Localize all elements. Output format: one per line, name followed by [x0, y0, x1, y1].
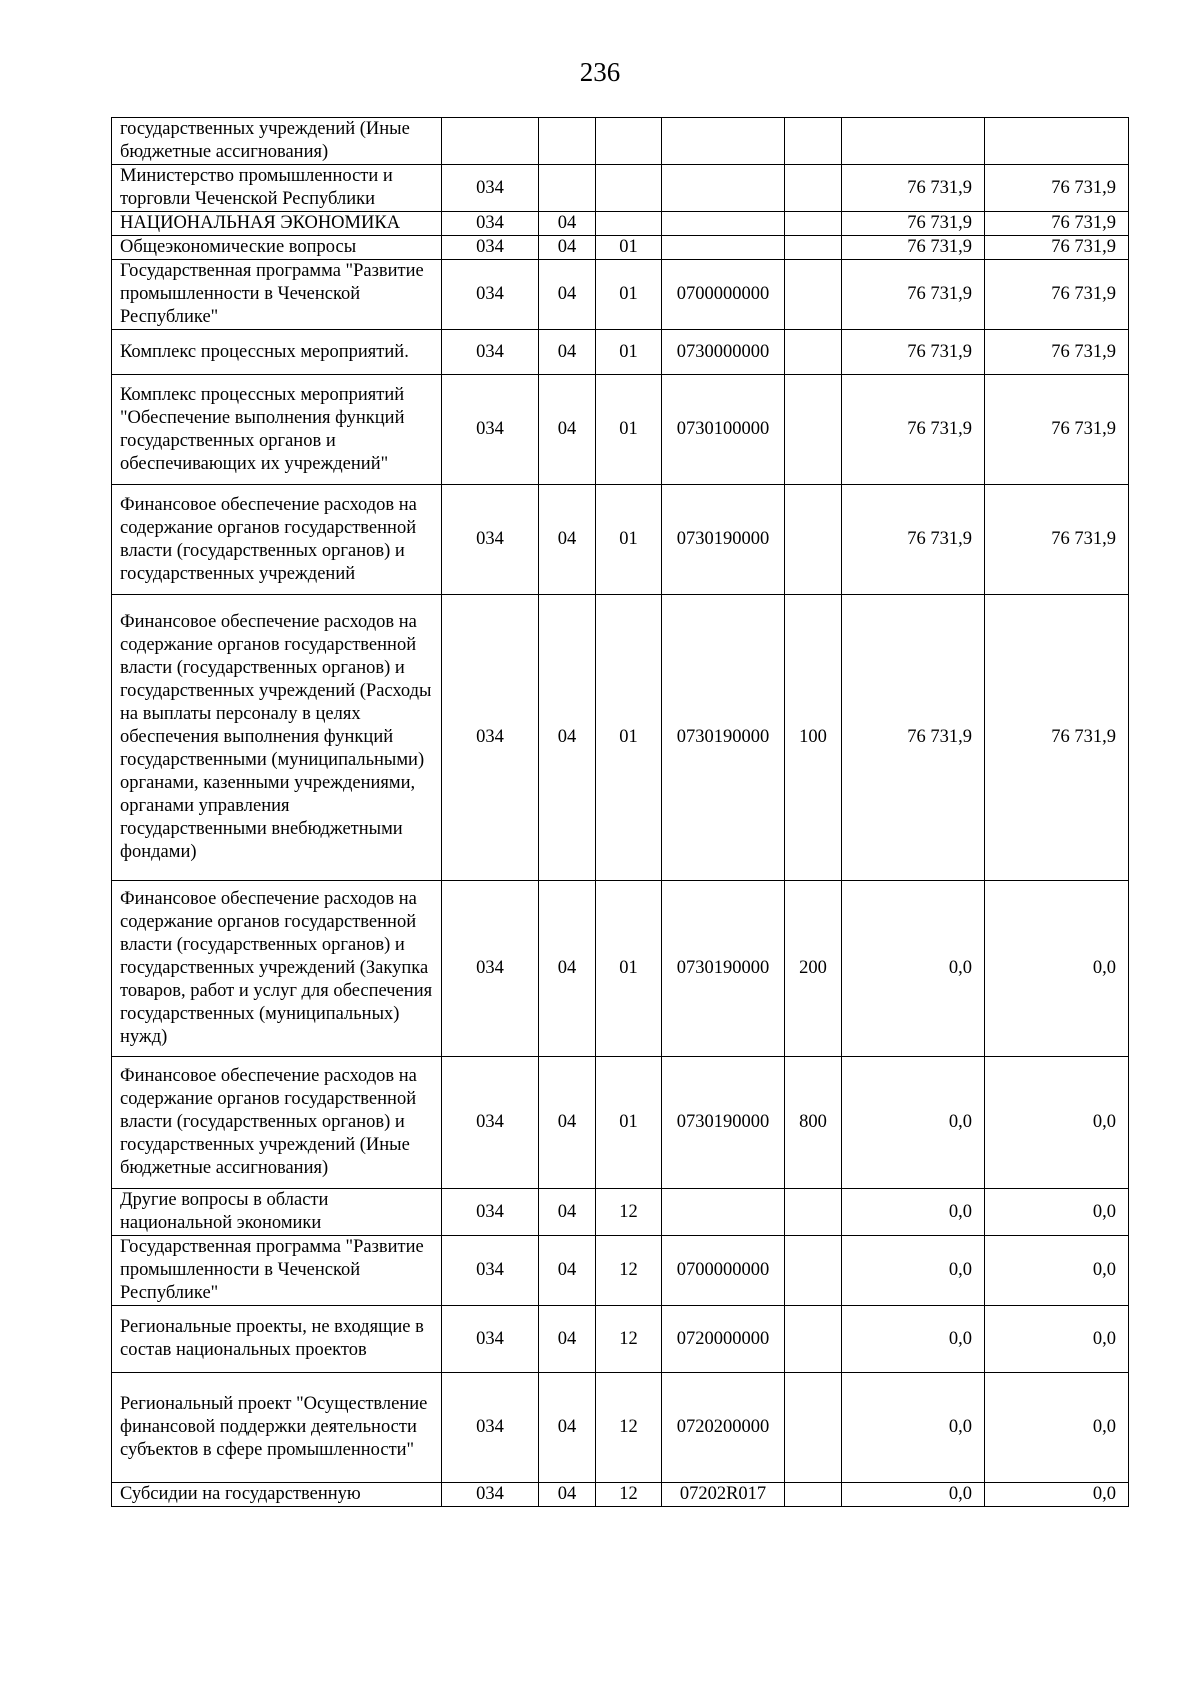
- cell-sum-2: 76 731,9: [985, 260, 1129, 330]
- cell-rz: 04: [539, 236, 596, 260]
- cell-vr: 800: [785, 1057, 842, 1189]
- cell-sum-1: 76 731,9: [842, 236, 985, 260]
- cell-rz: 04: [539, 1189, 596, 1236]
- cell-ved: 034: [442, 485, 539, 595]
- page-number: 236: [579, 57, 621, 87]
- cell-ved: 034: [442, 1236, 539, 1306]
- cell-rz: 04: [539, 1236, 596, 1306]
- table-body: [112, 118, 1129, 1507]
- cell-name: Другие вопросы в области национальной экономики: [112, 1189, 442, 1236]
- cell-sum-2: 76 731,9: [985, 375, 1129, 485]
- cell-ved: 034: [442, 1057, 539, 1189]
- cell-rz: 04: [539, 1057, 596, 1189]
- cell-name: Региональный проект "Осуществление финансовой поддержки деятельности субъектов в сфере промышленности": [112, 1373, 442, 1483]
- cell-sum-1: [842, 118, 985, 165]
- cell-rz: [539, 165, 596, 212]
- cell-sum-2: 0,0: [985, 1483, 1129, 1507]
- cell-csr: 0720200000: [662, 1373, 785, 1483]
- cell-csr: [662, 118, 785, 165]
- cell-vr: [785, 1483, 842, 1507]
- cell-sum-1: 76 731,9: [842, 375, 985, 485]
- cell-pr: 01: [596, 1057, 662, 1189]
- cell-pr: 01: [596, 260, 662, 330]
- cell-csr: 0720000000: [662, 1306, 785, 1373]
- cell-ved: [442, 118, 539, 165]
- cell-vr: 200: [785, 881, 842, 1057]
- cell-sum-1: 0,0: [842, 1373, 985, 1483]
- cell-rz: [539, 118, 596, 165]
- cell-ved: 034: [442, 881, 539, 1057]
- cell-pr: 12: [596, 1236, 662, 1306]
- cell-ved: 034: [442, 236, 539, 260]
- cell-rz: 04: [539, 375, 596, 485]
- cell-pr: 01: [596, 375, 662, 485]
- cell-rz: 04: [539, 595, 596, 881]
- table-row: [112, 1306, 1129, 1373]
- cell-name: Государственная программа "Развитие промышленности в Чеченской Республике": [112, 260, 442, 330]
- cell-rz: 04: [539, 1483, 596, 1507]
- cell-csr: [662, 212, 785, 236]
- cell-name: Комплекс процессных мероприятий.: [112, 330, 442, 375]
- cell-csr: 0730190000: [662, 1057, 785, 1189]
- budget-table: [111, 117, 1129, 1507]
- cell-sum-2: 0,0: [985, 1373, 1129, 1483]
- cell-ved: 034: [442, 330, 539, 375]
- cell-name: Финансовое обеспечение расходов на содержание органов государственной власти (государственных органов) и государственных учреждений: [112, 485, 442, 595]
- table-row: [112, 375, 1129, 485]
- cell-sum-1: 76 731,9: [842, 212, 985, 236]
- cell-sum-1: 0,0: [842, 1057, 985, 1189]
- cell-csr: 0730100000: [662, 375, 785, 485]
- cell-pr: 12: [596, 1373, 662, 1483]
- cell-ved: 034: [442, 1189, 539, 1236]
- cell-vr: [785, 330, 842, 375]
- cell-vr: [785, 212, 842, 236]
- cell-csr: [662, 165, 785, 212]
- cell-sum-2: 76 731,9: [985, 485, 1129, 595]
- cell-sum-2: 76 731,9: [985, 165, 1129, 212]
- cell-pr: 01: [596, 595, 662, 881]
- table-row: [112, 236, 1129, 260]
- cell-csr: 0730000000: [662, 330, 785, 375]
- cell-csr: 0730190000: [662, 881, 785, 1057]
- cell-pr: [596, 118, 662, 165]
- cell-sum-1: 76 731,9: [842, 165, 985, 212]
- cell-rz: 04: [539, 330, 596, 375]
- cell-name: Региональные проекты, не входящие в состав национальных проектов: [112, 1306, 442, 1373]
- cell-rz: 04: [539, 212, 596, 236]
- table-row: [112, 1483, 1129, 1507]
- cell-pr: 12: [596, 1306, 662, 1373]
- cell-csr: 0730190000: [662, 485, 785, 595]
- cell-sum-1: 0,0: [842, 1306, 985, 1373]
- cell-name: Субсидии на государственную: [112, 1483, 442, 1507]
- table-row: [112, 881, 1129, 1057]
- cell-sum-1: 0,0: [842, 1236, 985, 1306]
- cell-pr: [596, 212, 662, 236]
- cell-sum-1: 0,0: [842, 1483, 985, 1507]
- table-row: [112, 212, 1129, 236]
- cell-sum-1: 76 731,9: [842, 595, 985, 881]
- cell-rz: 04: [539, 1306, 596, 1373]
- table-row: [112, 260, 1129, 330]
- cell-sum-1: 0,0: [842, 881, 985, 1057]
- table-row: [112, 165, 1129, 212]
- table-row: [112, 1189, 1129, 1236]
- cell-rz: 04: [539, 881, 596, 1057]
- table-row: [112, 118, 1129, 165]
- cell-name: НАЦИОНАЛЬНАЯ ЭКОНОМИКА: [112, 212, 442, 236]
- cell-sum-2: 76 731,9: [985, 330, 1129, 375]
- cell-vr: [785, 260, 842, 330]
- cell-sum-2: [985, 118, 1129, 165]
- cell-pr: 12: [596, 1483, 662, 1507]
- cell-vr: [785, 1189, 842, 1236]
- cell-name: Министерство промышленности и торговли Чеченской Республики: [112, 165, 442, 212]
- cell-csr: [662, 1189, 785, 1236]
- cell-sum-2: 0,0: [985, 881, 1129, 1057]
- cell-sum-2: 76 731,9: [985, 595, 1129, 881]
- cell-name: государственных учреждений (Иные бюджетные ассигнования): [112, 118, 442, 165]
- cell-csr: [662, 236, 785, 260]
- cell-sum-2: 0,0: [985, 1057, 1129, 1189]
- cell-sum-1: 76 731,9: [842, 485, 985, 595]
- cell-sum-2: 0,0: [985, 1236, 1129, 1306]
- cell-vr: [785, 236, 842, 260]
- table-row: [112, 1236, 1129, 1306]
- cell-vr: [785, 1306, 842, 1373]
- cell-pr: 01: [596, 330, 662, 375]
- cell-sum-1: 0,0: [842, 1189, 985, 1236]
- cell-rz: 04: [539, 485, 596, 595]
- cell-vr: 100: [785, 595, 842, 881]
- table-row: [112, 485, 1129, 595]
- cell-pr: 12: [596, 1189, 662, 1236]
- cell-rz: 04: [539, 1373, 596, 1483]
- cell-vr: [785, 118, 842, 165]
- cell-rz: 04: [539, 260, 596, 330]
- cell-sum-2: 76 731,9: [985, 212, 1129, 236]
- table-row: [112, 1057, 1129, 1189]
- cell-csr: 07202R017: [662, 1483, 785, 1507]
- table-row: [112, 1373, 1129, 1483]
- cell-vr: [785, 485, 842, 595]
- cell-name: Государственная программа "Развитие промышленности в Чеченской Республике": [112, 1236, 442, 1306]
- cell-vr: [785, 165, 842, 212]
- cell-vr: [785, 1236, 842, 1306]
- cell-ved: 034: [442, 595, 539, 881]
- cell-ved: 034: [442, 260, 539, 330]
- cell-pr: 01: [596, 485, 662, 595]
- cell-pr: 01: [596, 236, 662, 260]
- cell-name: Финансовое обеспечение расходов на содержание органов государственной власти (государственных органов) и государственных учреждений (Закупка товаров, работ и услуг для обеспечения государственных (муниципальных) нужд): [112, 881, 442, 1057]
- cell-sum-2: 0,0: [985, 1189, 1129, 1236]
- cell-csr: 0700000000: [662, 1236, 785, 1306]
- cell-sum-1: 76 731,9: [842, 260, 985, 330]
- cell-ved: 034: [442, 212, 539, 236]
- cell-ved: 034: [442, 375, 539, 485]
- cell-ved: 034: [442, 165, 539, 212]
- cell-name: Общеэкономические вопросы: [112, 236, 442, 260]
- table-row: [112, 330, 1129, 375]
- cell-ved: 034: [442, 1306, 539, 1373]
- cell-name: Комплекс процессных мероприятий "Обеспечение выполнения функций государственных органов и обеспечивающих их учреждений": [112, 375, 442, 485]
- cell-vr: [785, 1373, 842, 1483]
- cell-pr: 01: [596, 881, 662, 1057]
- cell-name: Финансовое обеспечение расходов на содержание органов государственной власти (государственных органов) и государственных учреждений (Иные бюджетные ассигнования): [112, 1057, 442, 1189]
- cell-csr: 0730190000: [662, 595, 785, 881]
- cell-sum-2: 0,0: [985, 1306, 1129, 1373]
- cell-pr: [596, 165, 662, 212]
- cell-sum-1: 76 731,9: [842, 330, 985, 375]
- cell-vr: [785, 375, 842, 485]
- cell-name: Финансовое обеспечение расходов на содержание органов государственной власти (государственных органов) и государственных учреждений (Расходы на выплаты персоналу в целях обеспечения выполнения функций государственными (муниципальными) органами, казенными учреждениями, органами управления государственными внебюджетными фондами): [112, 595, 442, 881]
- cell-csr: 0700000000: [662, 260, 785, 330]
- cell-ved: 034: [442, 1483, 539, 1507]
- cell-ved: 034: [442, 1373, 539, 1483]
- cell-sum-2: 76 731,9: [985, 236, 1129, 260]
- table-row: [112, 595, 1129, 881]
